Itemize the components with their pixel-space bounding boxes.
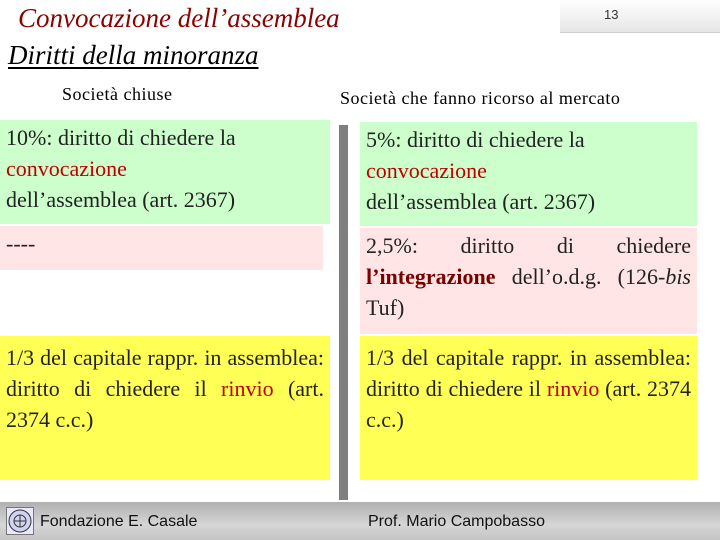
right-box1-highlight: convocazione bbox=[366, 158, 487, 183]
footer-foundation: Fondazione E. Casale bbox=[40, 513, 198, 530]
right-box1-text-end: dell’assemblea (art. 2367) bbox=[366, 189, 596, 214]
right-box1-text: 5%: diritto di chiedere la bbox=[366, 127, 585, 152]
footer-author: Prof. Mario Campobasso bbox=[368, 513, 545, 530]
left-box2-text: ---- bbox=[6, 231, 36, 256]
column-divider bbox=[339, 125, 348, 500]
seal-icon bbox=[7, 508, 33, 534]
right-box3-text: 1/3 del capitale rappr. in assemblea: diritto di chiedere il bbox=[366, 345, 691, 401]
left-rinvio-box bbox=[0, 336, 330, 480]
left-convocazione-box bbox=[0, 120, 330, 224]
foundation-logo bbox=[6, 507, 34, 535]
right-rinvio-box bbox=[360, 336, 697, 480]
right-box2-text: 2,5%: diritto di chiedere bbox=[366, 233, 691, 258]
left-box1-text-end: dell’assemblea (art. 2367) bbox=[6, 187, 236, 212]
left-integrazione-box bbox=[0, 226, 323, 270]
page-number: 13 bbox=[604, 7, 619, 22]
slide-subtitle: Diritti della minoranza bbox=[8, 40, 259, 70]
left-box3-text-end: (art. 2374 c.c.) bbox=[6, 376, 324, 432]
left-box1-text: 10%: diritto di chiedere la bbox=[6, 125, 236, 150]
slide-title: Convocazione dell’assemblea bbox=[18, 3, 340, 33]
right-integrazione-box bbox=[360, 228, 697, 334]
left-box3-highlight: rinvio bbox=[221, 376, 274, 401]
right-box2-highlight: l’integrazione bbox=[366, 264, 496, 289]
left-column-heading: Società chiuse bbox=[62, 84, 173, 104]
right-box2-italic: bis bbox=[665, 264, 691, 289]
right-box3-text-end: (art. 2374 c.c.) bbox=[366, 376, 692, 432]
right-box2-text-mid: dell’o.d.g. (126- bbox=[495, 264, 666, 289]
right-box3-highlight: rinvio bbox=[546, 376, 600, 401]
page-number-area bbox=[560, 0, 720, 33]
right-column-heading: Società che fanno ricorso al mercato bbox=[340, 88, 621, 108]
right-convocazione-box bbox=[360, 122, 697, 226]
right-box2-text-end: Tuf) bbox=[366, 295, 405, 320]
left-box1-highlight: convocazione bbox=[6, 156, 127, 181]
left-box3-text: 1/3 del capitale rappr. in assemblea: diritto di chiedere il bbox=[6, 345, 324, 401]
